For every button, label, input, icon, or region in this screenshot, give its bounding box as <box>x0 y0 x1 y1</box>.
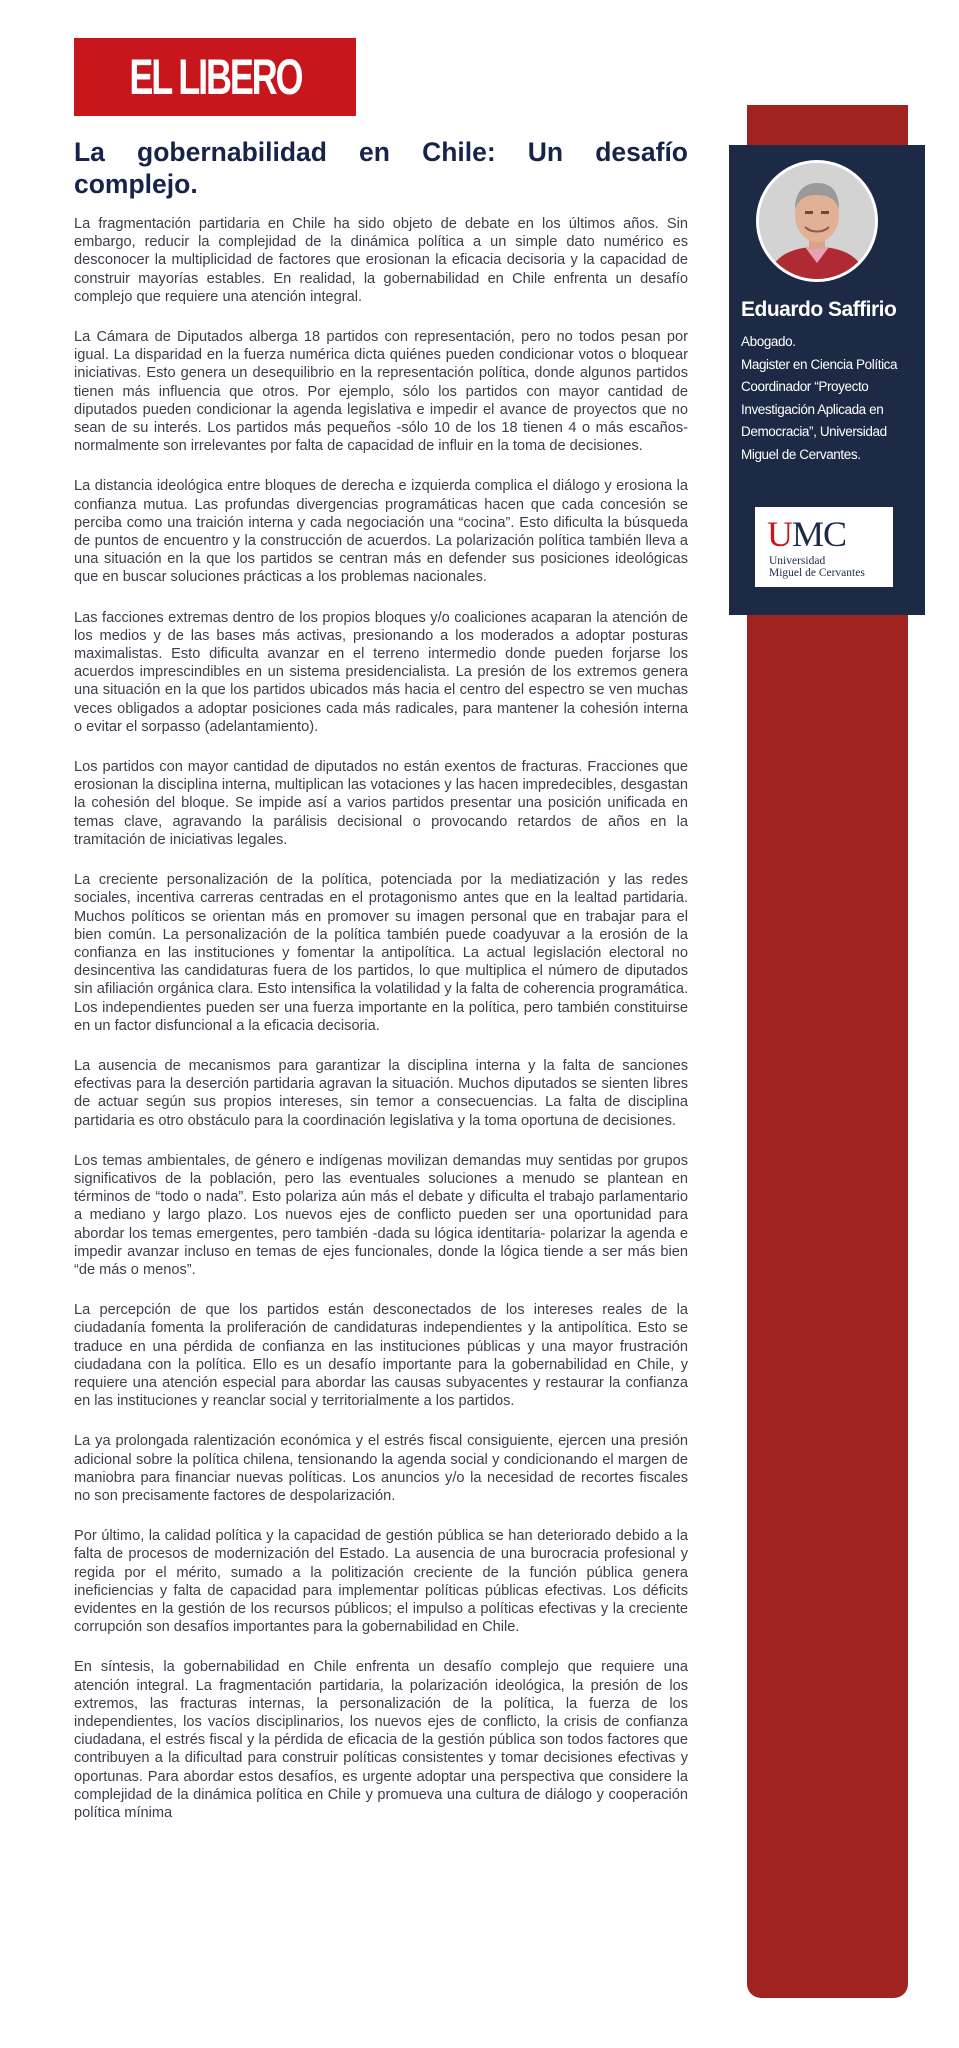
article-paragraph: La fragmentación partidaria en Chile ha sido objeto de debate en los últimos años. Sin embargo, reducir la complejidad de la dinámica política a un simple dato numérico es desconocer la multiplicidad de factores que erosionan la eficacia decisoria y la capacidad de construir mayorías estables. En realidad, la gobernabilidad en Chile enfrenta un desafío complejo que requiere una atención integral. <box>74 216 688 305</box>
logo-text: EL LIBERO <box>129 49 301 105</box>
author-bio-line: Investigación Aplicada en <box>741 401 884 417</box>
article-paragraph: La distancia ideológica entre bloques de derecha e izquierda complica el diálogo y erosiona la confianza mutua. Las profundas divergencias programáticas hacen que cada concesión se perciba como una traición interna y cada negociación una “cocina”. Esto dificulta la búsqueda de puntos de encuentro y la construcción de acuerdos. La polarización política también lleva a una situación en la que los partidos se centran más en defender sus posiciones ideológicas que en buscar soluciones prácticas a los problemas nacionales. <box>74 478 688 586</box>
article-paragraph: La percepción de que los partidos están desconectados de los intereses reales de la ciudadanía fomenta la proliferación de candidaturas independientes y la antipolítica. Esto se traduce en una pérdida de confianza en las instituciones públicas y una mayor frustración ciudadana con la política. Ello es un desafío importante para la gobernabilidad en Chile, y requiere una atención especial para abordar las causas subyacentes y restaurar la confianza en las instituciones y reanclar social y territorialmente a los partidos. <box>74 1302 688 1410</box>
article-paragraph: La ausencia de mecanismos para garantizar la disciplina interna y la falta de sanciones efectivas para la deserción partidaria agravan la situación. Muchos diputados se sienten libres de actuar según sus propios intereses, sin temor a consecuencias. La falta de disciplina partidaria es otro obstáculo para la coordinación legislativa y la toma oportuna de decisiones. <box>74 1057 688 1129</box>
article-paragraph: La Cámara de Diputados alberga 18 partidos con representación, pero no todos pesan por igual. La disparidad en la fuerza numérica dicta quiénes pueden condicionar votos o bloquear iniciativas. Esto genera un desequilibrio en la representación política, donde algunos partidos tienen más influencia que otros. Por ejemplo, sólo los partidos con mayor cantidad de diputados pueden condicionar la agenda legislativa e impedir el avance de proyectos que no sean de su interés. Los partidos más pequeños -sólo 10 de los 18 tienen 4 o más escaños- normalmente son irrelevantes por falta de capacidad de influir en la toma de decisiones. <box>74 329 688 455</box>
author-bio-line: Democracia”, Universidad <box>741 424 887 439</box>
umc-logo[interactable] <box>755 507 893 587</box>
article-paragraph: La creciente personalización de la política, potenciada por la mediatización y las redes sociales, incentiva carreras centradas en el protagonismo antes que en la lealtad partidaria. Muchos políticos se orientan más en promover su imagen personal que en trabajar para el bien común. La personalización de la política también puede coadyuvar a la erosión de la confianza en las instituciones y fomentar la antipolítica. La actual legislación electoral no desincentiva las candidaturas fuera de los partidos, lo que multiplica el número de diputados sin afiliación orgánica clara. Esto intensifica la volatilidad y la falta de coherencia programática. Los independientes pueden ser una fuerza importante en la política, pero también constituirse en un factor disfuncional a la eficacia decisoria. <box>74 872 688 1034</box>
article-paragraph: La ya prolongada ralentización económica y el estrés fiscal consiguiente, ejercen una presión adicional sobre la política chilena, tensionando la agenda social y condicionando el margen de maniobra para financiar nuevas políticas. Los anuncios y/o la necesidad de recortes fiscales no son precisamente factores de despolarización. <box>74 1433 688 1504</box>
author-name: Eduardo Saffirio <box>741 298 897 321</box>
article-title: La gobernabilidad en Chile: Un desafío complejo. <box>74 137 688 199</box>
article-paragraph: Los temas ambientales, de género e indígenas movilizan demandas muy sentidas por grupos significativos de la población, pero las eventuales soluciones a menudo se plantean en términos de “todo o nada”. Esto polariza aún más el debate y dificulta el trabajo parlamentario a mediano y largo plazo. Los nuevos ejes de conflicto pueden ser una oportunidad para abordar los temas emergentes, pero también -dada su lógica identitaria- polarizar la agenda e impedir avanzar incluso en temas de ejes funcionales, donde la lógica tiende a ser más bien “de más o menos”. <box>74 1152 688 1278</box>
umc-logo-letters: UMC <box>767 514 847 554</box>
author-bio <box>741 331 921 466</box>
article-paragraph: Los partidos con mayor cantidad de diputados no están exentos de fracturas. Fracciones que erosionan la disciplina interna, multiplican las votaciones y las hacen impredecibles, desgastan la cohesión del bloque. Se impide así a varios partidos presentar una posición unificada en temas clave, agravando la parálisis decisional o provocando retardos de años en la tramitación de iniciativas legales. <box>74 759 688 848</box>
umc-logo-subtitle: Universidad Miguel de Cervantes <box>769 555 865 579</box>
author-card <box>729 145 925 615</box>
author-bio-line: Magister en Ciencia Política <box>741 356 898 372</box>
author-bio-line: Abogado. <box>741 334 796 349</box>
article-paragraph: Las facciones extremas dentro de los propios bloques y/o coaliciones acaparan la atención de los medios y de las bases más activas, presionando a los moderados a adoptar posturas maximalistas. Esto dificulta avanzar en el terreno intermedio donde pueden forjarse los acuerdos imprescindibles en un sistema presidencialista. La presión de los extremos genera una situación en la que los partidos ubicados más hacia el centro del espectro se ven muchas veces obligados a adoptar posiciones cada más radicales, para mantener la cohesión interna o evitar el sorpasso (adelantamiento). <box>74 609 688 735</box>
author-portrait-icon <box>759 163 875 279</box>
el-libero-logo[interactable] <box>74 38 356 116</box>
author-bio-line: Coordinador “Proyecto <box>741 379 869 394</box>
article-paragraph: En síntesis, la gobernabilidad en Chile enfrenta un desafío complejo que requiere una atención integral. La fragmentación partidaria, la polarización ideológica, la presión de los extremos, las fracturas internas, la personalización de la política, la fuerza de los independientes, los vacíos disciplinarios, los nuevos ejes de conflicto, la crisis de confianza ciudadana, el estrés fiscal y la pérdida de eficacia de la gestión pública son todos factores que contribuyen a la dificultad para construir políticas consistentes y tomar decisiones efectivas y oportunas. Para abordar estos desafíos, es urgente adoptar una perspectiva que considere la complejidad de la dinámica política en Chile y promueva una cultura de diálogo y cooperación política mínima <box>74 1659 688 1822</box>
author-bio-line: Miguel de Cervantes. <box>741 446 861 462</box>
article-paragraph: Por último, la calidad política y la capacidad de gestión pública se han deteriorado debido a la falta de procesos de modernización del Estado. La ausencia de una burocracia profesional y regida por el mérito, sumado a la politización creciente de la función pública genera ineficiencias y falta de capacidad para implementar políticas públicas efectivas. Los déficits evidentes en la gestión de los recursos públicos; el impulso a políticas efectivas y la creciente corrupción son desafíos importantes para la gobernabilidad en Chile. <box>74 1528 688 1636</box>
article-body <box>74 215 688 1844</box>
author-photo <box>756 160 878 282</box>
